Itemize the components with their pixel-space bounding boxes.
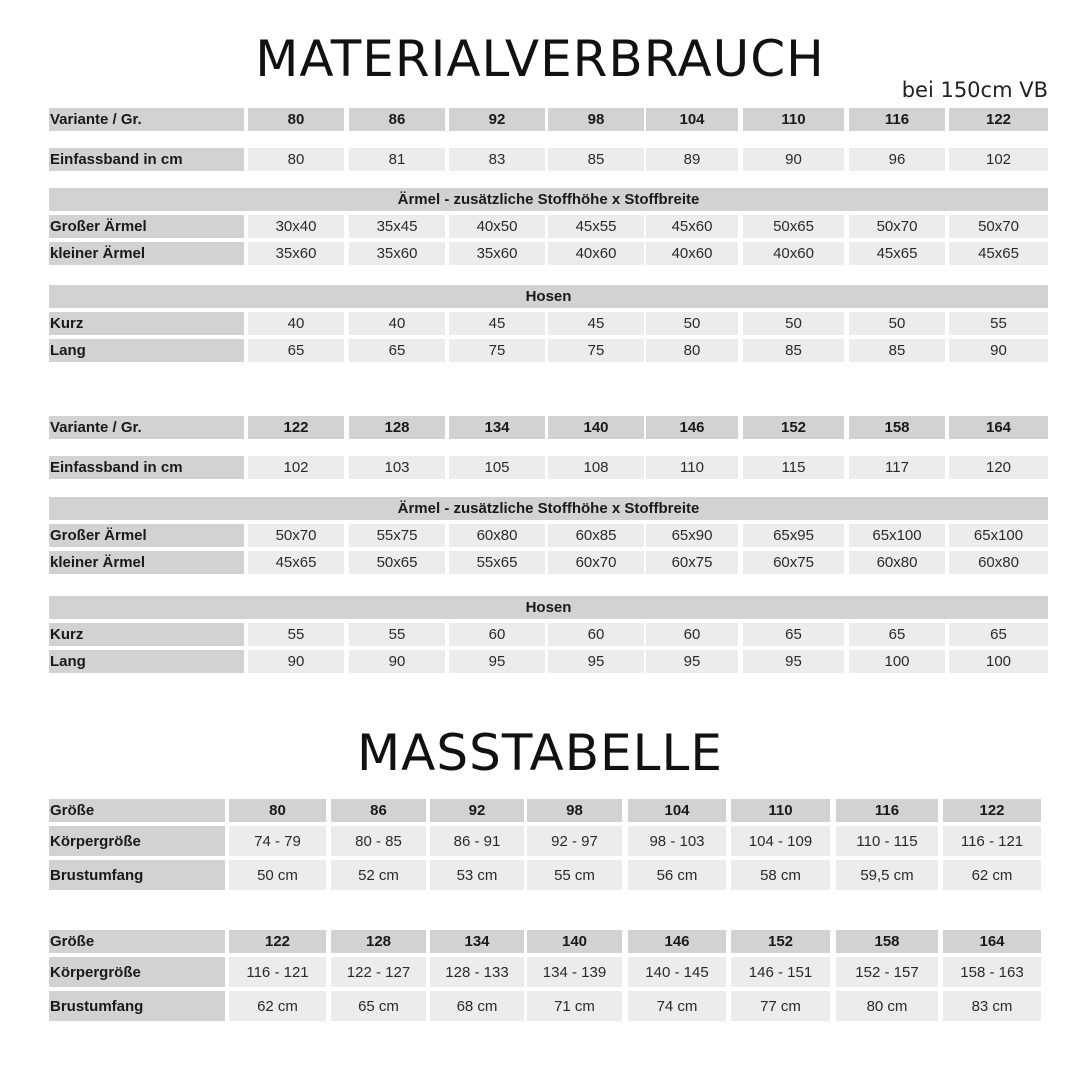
size-header-row-cell: 110 (743, 108, 844, 131)
measure-size-row-cell: 86 (331, 799, 426, 822)
body-height-row-cell: 80 - 85 (331, 826, 426, 856)
large-sleeve-row-label: Großer Ärmel (49, 215, 244, 238)
long-pants-row-cell: 85 (849, 339, 945, 362)
short-pants-row-cell: 45 (548, 312, 644, 335)
binding-row-cell: 108 (548, 456, 644, 479)
binding-row-label: Einfassband in cm (49, 148, 244, 171)
small-sleeve-row-cell: 40x60 (743, 242, 844, 265)
chest-row-cell: 83 cm (943, 991, 1041, 1021)
large-sleeve-row-cell: 40x50 (449, 215, 545, 238)
large-sleeve-row-cell: 65x90 (646, 524, 738, 547)
long-pants-row-cell: 95 (548, 650, 644, 673)
binding-row (0, 456, 1080, 479)
measure-size-row (0, 799, 1080, 822)
large-sleeve-row (0, 215, 1080, 238)
short-pants-row-cell: 60 (449, 623, 545, 646)
long-pants-row-cell: 65 (248, 339, 344, 362)
binding-row (0, 148, 1080, 171)
chest-row-cell: 71 cm (527, 991, 622, 1021)
binding-row-cell: 102 (949, 148, 1048, 171)
short-pants-row-cell: 40 (349, 312, 445, 335)
body-height-row-cell: 116 - 121 (943, 826, 1041, 856)
body-height-row-cell: 74 - 79 (229, 826, 326, 856)
sleeves-header-row (0, 188, 1080, 211)
short-pants-row-cell: 60 (548, 623, 644, 646)
large-sleeve-row-cell: 30x40 (248, 215, 344, 238)
small-sleeve-row (0, 551, 1080, 574)
chest-row-cell: 68 cm (430, 991, 524, 1021)
short-pants-row-cell: 50 (849, 312, 945, 335)
small-sleeve-row-cell: 60x80 (949, 551, 1048, 574)
size-header-row-cell: 152 (743, 416, 844, 439)
body-height-row-cell: 86 - 91 (430, 826, 524, 856)
short-pants-row-cell: 55 (248, 623, 344, 646)
body-height-row-cell: 158 - 163 (943, 957, 1041, 987)
pants-header-row-text: Hosen (49, 285, 1048, 308)
large-sleeve-row (0, 524, 1080, 547)
short-pants-row (0, 312, 1080, 335)
long-pants-row-label: Lang (49, 650, 244, 673)
chest-row-cell: 55 cm (527, 860, 622, 890)
body-height-row (0, 826, 1080, 856)
small-sleeve-row (0, 242, 1080, 265)
binding-row-cell: 83 (449, 148, 545, 171)
short-pants-row-cell: 65 (743, 623, 844, 646)
body-height-row-cell: 134 - 139 (527, 957, 622, 987)
body-height-row-cell: 98 - 103 (628, 826, 726, 856)
small-sleeve-row-cell: 40x60 (548, 242, 644, 265)
size-header-row-cell: 134 (449, 416, 545, 439)
long-pants-row-cell: 65 (349, 339, 445, 362)
body-height-row-cell: 110 - 115 (836, 826, 938, 856)
size-header-row (0, 416, 1080, 439)
short-pants-row-cell: 55 (349, 623, 445, 646)
measure-size-row-cell: 104 (628, 799, 726, 822)
short-pants-row-cell: 60 (646, 623, 738, 646)
size-header-row-cell: 86 (349, 108, 445, 131)
long-pants-row (0, 650, 1080, 673)
binding-row-cell: 89 (646, 148, 738, 171)
chest-row (0, 991, 1080, 1021)
measure-size-row-cell: 122 (229, 930, 326, 953)
long-pants-row-cell: 95 (743, 650, 844, 673)
chest-row-cell: 74 cm (628, 991, 726, 1021)
measure-size-row-cell: 140 (527, 930, 622, 953)
size-header-row-cell: 164 (949, 416, 1048, 439)
pants-header-row (0, 285, 1080, 308)
body-height-row (0, 957, 1080, 987)
chest-row-label: Brustumfang (49, 991, 225, 1021)
binding-row-cell: 105 (449, 456, 545, 479)
binding-row-cell: 103 (349, 456, 445, 479)
long-pants-row-label: Lang (49, 339, 244, 362)
measure-size-row-cell: 128 (331, 930, 426, 953)
chest-row-cell: 56 cm (628, 860, 726, 890)
size-header-row-cell: 116 (849, 108, 945, 131)
measure-size-row-cell: 152 (731, 930, 830, 953)
size-header-row-cell: 122 (248, 416, 344, 439)
long-pants-row-cell: 90 (349, 650, 445, 673)
large-sleeve-row-cell: 65x100 (949, 524, 1048, 547)
chest-row-cell: 58 cm (731, 860, 830, 890)
chest-row (0, 860, 1080, 890)
small-sleeve-row-cell: 45x65 (949, 242, 1048, 265)
short-pants-row (0, 623, 1080, 646)
binding-row-cell: 120 (949, 456, 1048, 479)
small-sleeve-row-cell: 35x60 (248, 242, 344, 265)
measure-size-row-cell: 116 (836, 799, 938, 822)
small-sleeve-row-cell: 35x60 (349, 242, 445, 265)
sleeves-header-row-text: Ärmel - zusätzliche Stoffhöhe x Stoffbreite (49, 188, 1048, 211)
binding-row-cell: 85 (548, 148, 644, 171)
small-sleeve-row-cell: 45x65 (849, 242, 945, 265)
large-sleeve-row-cell: 60x80 (449, 524, 545, 547)
size-header-row-cell: 122 (949, 108, 1048, 131)
chest-row-cell: 80 cm (836, 991, 938, 1021)
binding-row-cell: 102 (248, 456, 344, 479)
large-sleeve-row-cell: 55x75 (349, 524, 445, 547)
measure-size-row-label: Größe (49, 799, 225, 822)
short-pants-row-cell: 50 (646, 312, 738, 335)
large-sleeve-row-cell: 65x100 (849, 524, 945, 547)
size-header-row-cell: 92 (449, 108, 545, 131)
chest-row-cell: 52 cm (331, 860, 426, 890)
sleeves-header-row-text: Ärmel - zusätzliche Stoffhöhe x Stoffbreite (49, 497, 1048, 520)
body-height-row-cell: 140 - 145 (628, 957, 726, 987)
long-pants-row-cell: 80 (646, 339, 738, 362)
long-pants-row-cell: 100 (949, 650, 1048, 673)
size-header-row-cell: 146 (646, 416, 738, 439)
measure-size-row-cell: 158 (836, 930, 938, 953)
chest-row-cell: 50 cm (229, 860, 326, 890)
size-header-row-label: Variante / Gr. (49, 416, 244, 439)
size-header-row (0, 108, 1080, 131)
body-height-row-cell: 104 - 109 (731, 826, 830, 856)
body-height-row-cell: 128 - 133 (430, 957, 524, 987)
large-sleeve-row-cell: 50x70 (949, 215, 1048, 238)
measure-size-row-cell: 92 (430, 799, 524, 822)
binding-row-cell: 110 (646, 456, 738, 479)
binding-row-cell: 117 (849, 456, 945, 479)
binding-row-cell: 115 (743, 456, 844, 479)
material-subtitle: bei 150cm VB (901, 78, 1048, 102)
size-header-row-cell: 98 (548, 108, 644, 131)
long-pants-row-cell: 90 (949, 339, 1048, 362)
short-pants-row-cell: 40 (248, 312, 344, 335)
large-sleeve-row-label: Großer Ärmel (49, 524, 244, 547)
large-sleeve-row-cell: 65x95 (743, 524, 844, 547)
binding-row-label: Einfassband in cm (49, 456, 244, 479)
long-pants-row-cell: 95 (449, 650, 545, 673)
short-pants-row-cell: 65 (949, 623, 1048, 646)
large-sleeve-row-cell: 50x70 (849, 215, 945, 238)
measure-size-row-cell: 164 (943, 930, 1041, 953)
measure-size-row-cell: 122 (943, 799, 1041, 822)
size-header-row-cell: 158 (849, 416, 945, 439)
small-sleeve-row-cell: 60x75 (743, 551, 844, 574)
long-pants-row-cell: 75 (548, 339, 644, 362)
small-sleeve-row-cell: 60x80 (849, 551, 945, 574)
long-pants-row-cell: 85 (743, 339, 844, 362)
body-height-row-cell: 122 - 127 (331, 957, 426, 987)
measure-size-row-label: Größe (49, 930, 225, 953)
body-height-row-cell: 152 - 157 (836, 957, 938, 987)
small-sleeve-row-label: kleiner Ärmel (49, 242, 244, 265)
chest-row-label: Brustumfang (49, 860, 225, 890)
large-sleeve-row-cell: 45x55 (548, 215, 644, 238)
long-pants-row-cell: 90 (248, 650, 344, 673)
short-pants-row-label: Kurz (49, 623, 244, 646)
chest-row-cell: 62 cm (943, 860, 1041, 890)
binding-row-cell: 96 (849, 148, 945, 171)
large-sleeve-row-cell: 35x45 (349, 215, 445, 238)
chest-row-cell: 59,5 cm (836, 860, 938, 890)
long-pants-row (0, 339, 1080, 362)
binding-row-cell: 80 (248, 148, 344, 171)
small-sleeve-row-cell: 35x60 (449, 242, 545, 265)
size-header-row-cell: 140 (548, 416, 644, 439)
material-title: MATERIALVERBRAUCH (255, 30, 825, 88)
short-pants-row-label: Kurz (49, 312, 244, 335)
size-header-row-cell: 128 (349, 416, 445, 439)
body-height-row-label: Körpergröße (49, 957, 225, 987)
long-pants-row-cell: 75 (449, 339, 545, 362)
small-sleeve-row-cell: 60x75 (646, 551, 738, 574)
pants-header-row-text: Hosen (49, 596, 1048, 619)
small-sleeve-row-label: kleiner Ärmel (49, 551, 244, 574)
body-height-row-cell: 146 - 151 (731, 957, 830, 987)
short-pants-row-cell: 55 (949, 312, 1048, 335)
sleeves-header-row (0, 497, 1080, 520)
size-header-row-label: Variante / Gr. (49, 108, 244, 131)
small-sleeve-row-cell: 45x65 (248, 551, 344, 574)
large-sleeve-row-cell: 60x85 (548, 524, 644, 547)
large-sleeve-row-cell: 45x60 (646, 215, 738, 238)
small-sleeve-row-cell: 55x65 (449, 551, 545, 574)
body-height-row-cell: 116 - 121 (229, 957, 326, 987)
small-sleeve-row-cell: 60x70 (548, 551, 644, 574)
chest-row-cell: 62 cm (229, 991, 326, 1021)
short-pants-row-cell: 50 (743, 312, 844, 335)
large-sleeve-row-cell: 50x70 (248, 524, 344, 547)
measure-title: MASSTABELLE (357, 724, 723, 782)
chest-row-cell: 53 cm (430, 860, 524, 890)
measure-size-row-cell: 80 (229, 799, 326, 822)
large-sleeve-row-cell: 50x65 (743, 215, 844, 238)
size-header-row-cell: 80 (248, 108, 344, 131)
long-pants-row-cell: 100 (849, 650, 945, 673)
short-pants-row-cell: 65 (849, 623, 945, 646)
binding-row-cell: 90 (743, 148, 844, 171)
measure-size-row (0, 930, 1080, 953)
long-pants-row-cell: 95 (646, 650, 738, 673)
measure-size-row-cell: 110 (731, 799, 830, 822)
binding-row-cell: 81 (349, 148, 445, 171)
measure-size-row-cell: 98 (527, 799, 622, 822)
small-sleeve-row-cell: 40x60 (646, 242, 738, 265)
size-header-row-cell: 104 (646, 108, 738, 131)
body-height-row-label: Körpergröße (49, 826, 225, 856)
measure-size-row-cell: 146 (628, 930, 726, 953)
body-height-row-cell: 92 - 97 (527, 826, 622, 856)
chest-row-cell: 77 cm (731, 991, 830, 1021)
pants-header-row (0, 596, 1080, 619)
measure-size-row-cell: 134 (430, 930, 524, 953)
chest-row-cell: 65 cm (331, 991, 426, 1021)
short-pants-row-cell: 45 (449, 312, 545, 335)
small-sleeve-row-cell: 50x65 (349, 551, 445, 574)
